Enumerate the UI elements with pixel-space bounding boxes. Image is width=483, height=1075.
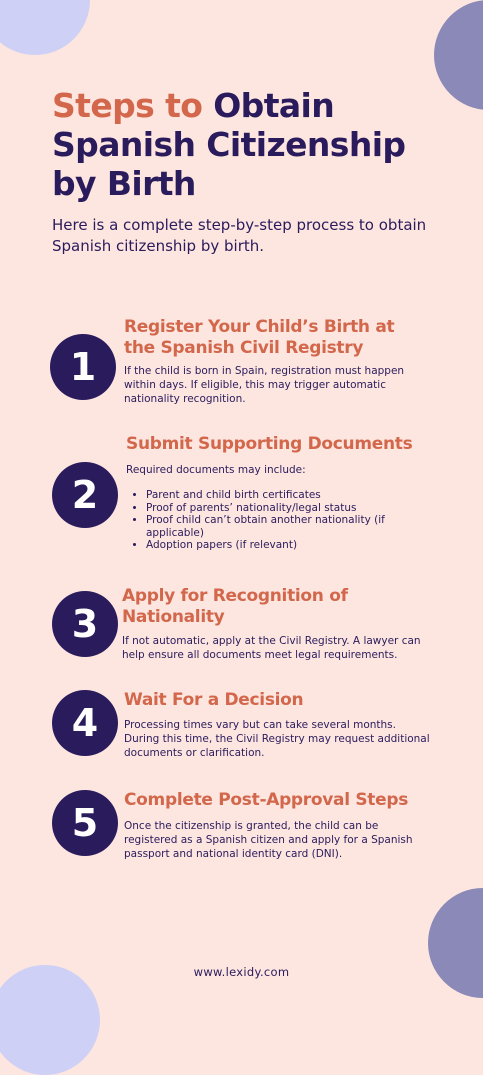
step-title: Apply for Recognition of Nationality [122,586,348,627]
list-item: • Proof child can’t obtain another nationality (if applicable) [146,514,436,539]
step-number-badge: 2 [52,462,118,528]
list-item: • Parent and child birth certificates [146,489,436,502]
decorative-circle-top-right [434,0,483,110]
step-title: Register Your Child’s Birth at the Spanish Civil Registry [124,317,395,358]
title-rest: Obtain Spanish Citizenship by Birth [52,86,406,203]
step-number-badge: 4 [52,690,118,756]
decorative-circle-bottom-right [428,888,483,998]
website-link[interactable]: www.lexidy.com [193,965,290,979]
step-number-badge: 5 [52,790,118,856]
list-item: • Adoption papers (if relevant) [146,539,436,552]
step-description: Once the citizenship is granted, the child can be registered as a Spanish citizen and apply for a Spanish passport and national identity card (DNI). [124,820,413,860]
intro-text: Here is a complete step-by-step process to obtain Spanish citizenship by birth. [52,216,427,255]
step-title: Wait For a Decision [124,690,304,710]
step-description: If not automatic, apply at the Civil Registry. A lawyer can help ensure all documents meet legal requirements. [122,635,421,661]
list-item: • Proof of parents’ nationality/legal status [146,502,436,515]
decorative-circle-top-left [0,0,90,55]
step-description: Processing times vary but can take several months. During this time, the Civil Registry may request additional documents or clarification. [124,719,430,759]
step-number-badge: 1 [50,334,116,400]
step-title: Complete Post-Approval Steps [124,790,409,810]
required-documents-list [124,489,436,552]
step-number-badge: 3 [52,591,118,657]
step-description: Required documents may include: [126,464,306,476]
page-title [52,86,432,203]
decorative-circle-bottom-left [0,965,100,1075]
step-title: Submit Supporting Documents [126,434,413,454]
step-description: If the child is born in Spain, registration must happen within days. If eligible, this may trigger automatic nationality recognition. [124,365,405,405]
title-accent: Steps to [52,86,203,125]
